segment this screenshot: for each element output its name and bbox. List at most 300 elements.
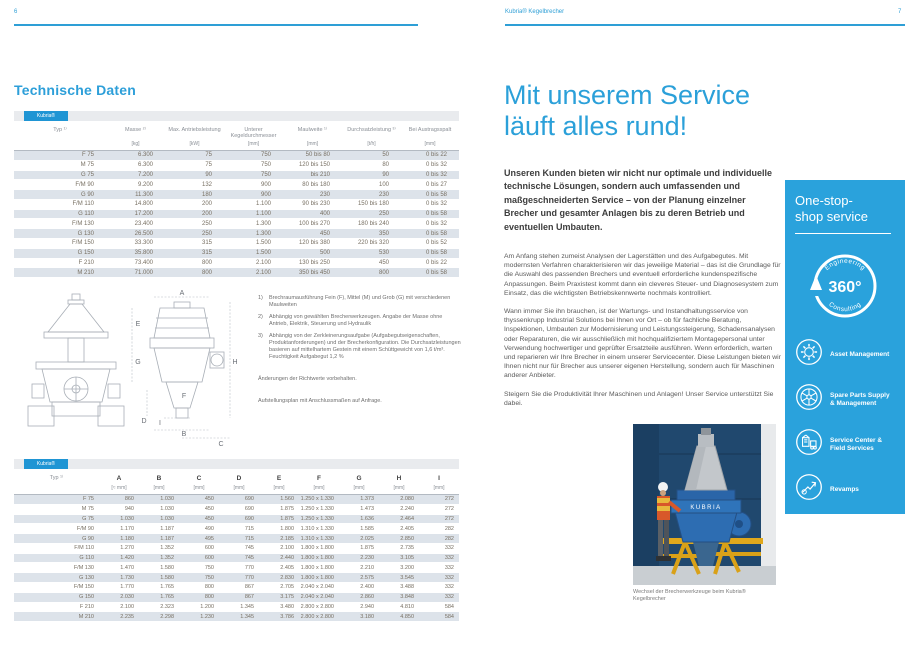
table-cell: 2.575 bbox=[360, 574, 374, 581]
table-cell: G 150 bbox=[79, 594, 94, 601]
table-cell: 1.770 bbox=[120, 584, 134, 591]
table-cell: 1.250 x 1.330 bbox=[300, 515, 334, 522]
table-cell: 272 bbox=[444, 496, 454, 503]
table-cell: 33.300 bbox=[134, 240, 153, 247]
table-cell: 80 bis 180 bbox=[302, 181, 330, 188]
table-cell: 2.464 bbox=[400, 515, 414, 522]
table-cell: F/M 90 bbox=[76, 525, 94, 532]
table-cell: 1.300 bbox=[255, 230, 271, 237]
table-cell: 2.400 bbox=[360, 584, 374, 591]
sidebar-item-service-center bbox=[795, 428, 895, 461]
footnotes bbox=[258, 295, 462, 405]
table-cell: 450 bbox=[319, 230, 330, 237]
table-cell: 1.187 bbox=[160, 535, 174, 542]
paragraph-3: Steigern Sie die Produktivität Ihrer Maschinen und Anlagen! Unser Service unterstützt Sie dabei. bbox=[504, 390, 774, 407]
table-cell: 1.345 bbox=[240, 603, 254, 610]
table-cell: 35.800 bbox=[134, 250, 153, 257]
table-row bbox=[14, 268, 459, 278]
table-cell: 1.800 x 1.800 bbox=[300, 545, 334, 552]
table-cell: 600 bbox=[204, 555, 214, 562]
table-cell: M 210 bbox=[78, 613, 94, 620]
table-cell: 1.800 x 1.800 bbox=[300, 555, 334, 562]
sidebar-divider bbox=[795, 233, 891, 234]
table-cell: F/M 90 bbox=[75, 181, 94, 188]
table-cell: 120 bis 150 bbox=[298, 162, 330, 169]
dim-label-a: A bbox=[179, 290, 185, 297]
crusher-dimension-drawing bbox=[14, 290, 246, 456]
circle-text-consulting: Consulting bbox=[827, 301, 863, 314]
table-cell: 23.400 bbox=[134, 220, 153, 227]
spare-parts-icon bbox=[795, 383, 823, 416]
table-row bbox=[14, 583, 459, 593]
table-cell: 1.730 bbox=[120, 574, 134, 581]
table-cell: 0 bis 32 bbox=[425, 201, 447, 208]
table-cell: 715 bbox=[244, 535, 254, 542]
photo-caption: Wechsel der Brecherwerkzeuge beim Kubria® Kegelbrecher bbox=[633, 589, 746, 602]
table-cell: 2.405 bbox=[280, 564, 294, 571]
table-cell: 2.100 bbox=[280, 545, 294, 552]
table-row bbox=[14, 592, 459, 602]
table-cell: 2.830 bbox=[280, 574, 294, 581]
table-cell: 1.636 bbox=[360, 515, 374, 522]
table-cell: 100 bbox=[378, 181, 389, 188]
footnote-2 bbox=[258, 314, 462, 328]
page-number-left: 6 bbox=[14, 9, 18, 15]
table-row bbox=[14, 209, 459, 219]
table-cell: 1.352 bbox=[160, 555, 174, 562]
table-cell: 272 bbox=[444, 506, 454, 513]
table-cell: 1.187 bbox=[160, 525, 174, 532]
table-cell: 400 bbox=[319, 211, 330, 218]
table-cell: 250 bbox=[201, 220, 212, 227]
revamps-icon bbox=[795, 473, 823, 506]
header-cell: E bbox=[276, 475, 282, 482]
table-cell: 900 bbox=[260, 181, 271, 188]
table-cell: 230 bbox=[319, 191, 330, 198]
table-cell: G 75 bbox=[80, 171, 94, 178]
header-cell: [≈ mm] bbox=[99, 483, 139, 495]
dimensions-table bbox=[14, 459, 459, 622]
page-header-right: Kubria® Kegelbrecher bbox=[505, 9, 565, 15]
dim-label-b: B bbox=[181, 431, 187, 438]
table-cell: 1.585 bbox=[360, 525, 374, 532]
table-cell: 1.310 x 1.330 bbox=[300, 535, 334, 542]
table-cell: 4.810 bbox=[400, 603, 414, 610]
table-cell: 1.875 bbox=[360, 545, 374, 552]
table-cell: 584 bbox=[444, 603, 454, 610]
table-row bbox=[14, 160, 459, 170]
table-cell: 2.323 bbox=[160, 603, 174, 610]
sidebar-title-line-2: shop service bbox=[795, 209, 868, 224]
table-row bbox=[14, 543, 459, 553]
table-cell: 690 bbox=[244, 506, 254, 513]
table-cell: G 130 bbox=[79, 574, 94, 581]
table-row bbox=[14, 602, 459, 612]
table-cell: 3.848 bbox=[400, 594, 414, 601]
note-aufstellungsplan: Aufstellungsplan mit Anschlussmaßen auf Anfrage. bbox=[258, 398, 382, 404]
header-cell: [kg] bbox=[106, 139, 165, 151]
header-rule-right bbox=[505, 24, 905, 26]
table1-brand-tab: Kubria® bbox=[24, 111, 68, 121]
table-cell: 1.765 bbox=[160, 584, 174, 591]
table-cell: 150 bis 180 bbox=[357, 201, 389, 208]
table-cell: 250 bbox=[201, 230, 212, 237]
table-cell: 2.405 bbox=[400, 525, 414, 532]
table-cell: 800 bbox=[201, 269, 212, 276]
table-cell: 332 bbox=[444, 545, 454, 552]
headline-line-2: läuft alles rund! bbox=[504, 111, 688, 141]
table-cell: 1.100 bbox=[255, 201, 271, 208]
table-cell: 282 bbox=[444, 535, 454, 542]
table-row bbox=[14, 524, 459, 534]
svg-text:Consulting bbox=[827, 301, 862, 313]
table-cell: 2.440 bbox=[280, 555, 294, 562]
table-cell: 332 bbox=[444, 555, 454, 562]
header-cell: Unterer Kegeldurchmesser bbox=[230, 127, 277, 139]
footnote-1 bbox=[258, 295, 462, 309]
table-cell: 100 bis 270 bbox=[298, 220, 330, 227]
dim-label-i: I bbox=[159, 420, 161, 427]
table-cell: 745 bbox=[244, 545, 254, 552]
sidebar-item-spare-parts bbox=[795, 383, 895, 416]
header-cell: [kW] bbox=[165, 139, 224, 151]
table-cell: 0 bis 27 bbox=[425, 181, 447, 188]
page-number-right: 7 bbox=[898, 9, 902, 15]
header-cell: D bbox=[236, 475, 242, 482]
table-cell: 1.030 bbox=[160, 506, 174, 513]
table-cell: 315 bbox=[201, 240, 212, 247]
table-cell: 14.800 bbox=[134, 201, 153, 208]
table-cell: 0 bis 32 bbox=[425, 220, 447, 227]
table-cell: 2.298 bbox=[160, 613, 174, 620]
table-cell: 332 bbox=[444, 574, 454, 581]
header-cell: Durchsatzleistung ³⁾ bbox=[347, 127, 396, 133]
table-row bbox=[14, 534, 459, 544]
sidebar-item-label: Spare Parts Supply & Management bbox=[830, 391, 890, 407]
table-cell: 1.030 bbox=[120, 515, 134, 522]
footnote-text: Abhängig von der Zerkleinerungsaufgabe (Aufgabegutseigenschaften, Produktanforderungen) und der Brecherkonfiguration. Die Durchsatzleistungen basieren auf mittelhartem Gestein mit einem Schüttgewicht von 1,6 t/m³. Feuchtigkeit Aufgabegut 1,2 % bbox=[269, 333, 461, 360]
dim-label-c: C bbox=[218, 441, 224, 448]
table-cell: 867 bbox=[244, 584, 254, 591]
table-cell: 2.100 bbox=[255, 269, 271, 276]
sidebar-title-line-1: One-stop- bbox=[795, 193, 853, 208]
table-cell: 90 bbox=[382, 171, 389, 178]
dim-label-h: H bbox=[232, 359, 238, 366]
header-cell: [mm] bbox=[224, 139, 283, 151]
header-cell: G bbox=[356, 475, 362, 482]
table-cell: 3.786 bbox=[280, 613, 294, 620]
table-cell: 130 bis 250 bbox=[298, 259, 330, 266]
table-cell: 1.800 x 1.800 bbox=[300, 564, 334, 571]
table-row bbox=[14, 504, 459, 514]
table-cell: 1.310 x 1.330 bbox=[300, 525, 334, 532]
table-row bbox=[14, 258, 459, 268]
table-row bbox=[14, 239, 459, 249]
table-cell: 3.488 bbox=[400, 584, 414, 591]
header-cell: [mm] bbox=[299, 483, 339, 495]
table-cell: G 90 bbox=[80, 191, 94, 198]
footnote-text: Brechraumausführung Fein (F), Mittel (M) und Grob (G) mit verschiedenen Maulweiten bbox=[269, 295, 451, 308]
table-cell: 2.030 bbox=[120, 594, 134, 601]
header-cell bbox=[14, 483, 99, 495]
table-cell: 2.210 bbox=[360, 564, 374, 571]
table-cell: 3.180 bbox=[360, 613, 374, 620]
table-cell: F/M 150 bbox=[73, 584, 94, 591]
table-cell: 690 bbox=[244, 515, 254, 522]
table-cell: 75 bbox=[205, 152, 212, 159]
table-cell: F/M 130 bbox=[73, 564, 94, 571]
note-richtwerte: Änderungen der Richtwerte vorbehalten. bbox=[258, 376, 357, 382]
table-cell: 1.875 bbox=[280, 515, 294, 522]
table-cell: 530 bbox=[378, 250, 389, 257]
table-cell: 6.300 bbox=[137, 152, 153, 159]
table-cell: 17.200 bbox=[134, 211, 153, 218]
table-cell: 750 bbox=[260, 162, 271, 169]
table-cell: 71.000 bbox=[134, 269, 153, 276]
table-cell: 500 bbox=[319, 250, 330, 257]
table-row bbox=[14, 573, 459, 583]
table-cell: F/M 150 bbox=[71, 240, 94, 247]
table-cell: 180 bbox=[201, 191, 212, 198]
circle-text-engineering: Engineering bbox=[823, 257, 867, 272]
table-cell: 1.500 bbox=[255, 240, 271, 247]
table-row bbox=[14, 514, 459, 524]
service-sidebar bbox=[785, 180, 905, 514]
table-cell: 0 bis 32 bbox=[425, 162, 447, 169]
header-cell: [mm] bbox=[401, 139, 459, 151]
table-cell: 1.580 bbox=[160, 574, 174, 581]
table-cell: 940 bbox=[124, 506, 134, 513]
table2-units-row bbox=[14, 483, 459, 495]
table-cell: 120 bis 380 bbox=[298, 240, 330, 247]
table-row bbox=[14, 219, 459, 229]
table-cell: 230 bbox=[378, 191, 389, 198]
table-cell: 272 bbox=[444, 515, 454, 522]
table-cell: 7.200 bbox=[137, 171, 153, 178]
header-cell: [mm] bbox=[179, 483, 219, 495]
table-cell: 250 bbox=[378, 211, 389, 218]
table-cell: 750 bbox=[260, 171, 271, 178]
table-cell: 750 bbox=[260, 152, 271, 159]
sidebar-service-list bbox=[795, 338, 895, 506]
headline-line-1: Mit unserem Service bbox=[504, 80, 751, 110]
table-cell: 2.940 bbox=[360, 603, 374, 610]
table-cell: 770 bbox=[244, 574, 254, 581]
sidebar-item-asset-management bbox=[795, 338, 895, 371]
table-cell: 2.235 bbox=[120, 613, 134, 620]
table2-body bbox=[14, 495, 459, 622]
table-cell: 1.200 bbox=[200, 603, 214, 610]
table-cell: F 75 bbox=[82, 496, 94, 503]
table-cell: 0 bis 22 bbox=[425, 259, 447, 266]
lead-paragraph: Unseren Kunden bieten wir nicht nur optimale und individuelle technische Lösungen, sondern auch umfassenden und maßgeschneiderten Service – von der Planung einzelner Brecher und gesamter Anlagen bis zu deren Betrieb und eventuellen Umbauten. bbox=[504, 168, 773, 232]
table-cell: G 75 bbox=[82, 515, 94, 522]
table-row bbox=[14, 170, 459, 180]
table-cell: 90 bbox=[205, 171, 212, 178]
table-cell: G 150 bbox=[77, 250, 94, 257]
table2-column-headers bbox=[14, 472, 459, 483]
crusher-photo bbox=[633, 424, 776, 585]
header-cell: [mm] bbox=[419, 483, 459, 495]
table-cell: 1.580 bbox=[160, 564, 174, 571]
table-cell: 1.300 bbox=[255, 220, 271, 227]
table-cell: 0 bis 58 bbox=[425, 230, 447, 237]
table-cell: 80 bbox=[382, 162, 389, 169]
table-row bbox=[14, 229, 459, 239]
table-cell: 584 bbox=[444, 613, 454, 620]
table-cell: 3.175 bbox=[280, 594, 294, 601]
table-cell: 0 bis 22 bbox=[425, 152, 447, 159]
service-center-icon bbox=[795, 428, 823, 461]
table-cell: 2.080 bbox=[400, 496, 414, 503]
dim-label-e: E bbox=[135, 321, 141, 328]
table-cell: 0 bis 58 bbox=[425, 191, 447, 198]
table-cell: 6.300 bbox=[137, 162, 153, 169]
table-cell: 11.300 bbox=[135, 191, 153, 198]
table-cell: 0 bis 58 bbox=[425, 269, 447, 276]
dim-label-f: F bbox=[181, 393, 187, 400]
machine-nameplate: KUBRIA bbox=[690, 505, 722, 511]
table-row bbox=[14, 612, 459, 622]
table-cell: 1.030 bbox=[160, 515, 174, 522]
table-cell: F 75 bbox=[81, 152, 94, 159]
dim-label-d: D bbox=[141, 418, 147, 425]
footnote-3 bbox=[258, 333, 462, 361]
table-cell: 332 bbox=[444, 584, 454, 591]
table-cell: 282 bbox=[444, 525, 454, 532]
table-cell: 750 bbox=[204, 574, 214, 581]
header-cell: [mm] bbox=[283, 139, 342, 151]
table-cell: 1.345 bbox=[240, 613, 254, 620]
footnote-marker: 3) bbox=[258, 333, 263, 339]
table-cell: 1.470 bbox=[120, 564, 134, 571]
table-cell: 690 bbox=[244, 496, 254, 503]
header-cell: Maulweite ¹⁾ bbox=[297, 127, 328, 133]
body-text bbox=[504, 252, 782, 417]
table-cell: 1.473 bbox=[360, 506, 374, 513]
table-cell: 2.185 bbox=[280, 535, 294, 542]
table-cell: 132 bbox=[201, 181, 212, 188]
gear-icon bbox=[795, 338, 823, 371]
table1-column-headers bbox=[14, 124, 459, 139]
table-cell: 3.200 bbox=[400, 564, 414, 571]
table-cell: 867 bbox=[244, 594, 254, 601]
table-cell: 73.400 bbox=[134, 259, 153, 266]
technical-data-table bbox=[14, 111, 459, 278]
table-cell: 750 bbox=[204, 564, 214, 571]
table-cell: 75 bbox=[205, 162, 212, 169]
table-cell: 2.230 bbox=[360, 555, 374, 562]
table-row bbox=[14, 190, 459, 200]
table-cell: G 130 bbox=[77, 230, 94, 237]
section-title: Technische Daten bbox=[14, 82, 136, 98]
table1-header-band bbox=[14, 111, 459, 121]
table-cell: 350 bbox=[378, 230, 389, 237]
table-cell: 90 bis 230 bbox=[302, 201, 330, 208]
table-row bbox=[14, 553, 459, 563]
table-cell: 1.250 x 1.330 bbox=[300, 496, 334, 503]
table1-body bbox=[14, 151, 459, 278]
table-cell: 2.240 bbox=[400, 506, 414, 513]
sidebar-item-label: Service Center & Field Services bbox=[830, 436, 883, 452]
footnote-text: Abhängig von gewählten Brecherwerkzeugen. Angabe der Masse ohne Antrieb, Elektrik, Steuerung und Hydraulik bbox=[269, 314, 443, 327]
table-cell: F/M 110 bbox=[72, 201, 94, 208]
table-cell: M 210 bbox=[77, 269, 94, 276]
table-cell: 9.200 bbox=[137, 181, 153, 188]
table-cell: 2.040 x 2.040 bbox=[300, 594, 334, 601]
table-cell: 800 bbox=[378, 269, 389, 276]
table-cell: 332 bbox=[444, 564, 454, 571]
footnote-marker: 2) bbox=[258, 314, 263, 320]
table-cell: 350 bis 450 bbox=[298, 269, 330, 276]
table-cell: 1.875 bbox=[280, 506, 294, 513]
table-cell: 745 bbox=[244, 555, 254, 562]
table-cell: 2.860 bbox=[360, 594, 374, 601]
table-cell: 1.250 x 1.330 bbox=[300, 506, 334, 513]
table-cell: 200 bbox=[201, 211, 212, 218]
footnote-marker: 1) bbox=[258, 295, 263, 301]
table-cell: 26.500 bbox=[134, 230, 153, 237]
paragraph-1: Am Anfang stehen zumeist Analysen der Lagerstätten und des Aufgabegutes. Mit modernsten Verfahren charakterisieren wir das jeweilige Material – das ist die Grundlage für die Auswahl des passenden Brechers und eventuell erforderliche kundenspezifische Anpassungen. Beim Praxistest kommt dann ein cleveres Steuer- und Diagnosesystem zum Einsatz, das die wichtigsten Betriebskennwerte nochmals kontrolliert. bbox=[504, 253, 781, 297]
service-360-icon bbox=[803, 242, 887, 326]
header-cell: A bbox=[116, 475, 122, 482]
table-cell: 1.352 bbox=[160, 545, 174, 552]
header-cell: Typ ¹⁾ bbox=[49, 475, 64, 481]
table1-units-row bbox=[14, 139, 459, 151]
table-cell: 900 bbox=[260, 191, 271, 198]
table-cell: 3.480 bbox=[280, 603, 294, 610]
table-cell: 2.040 x 2.040 bbox=[300, 584, 334, 591]
header-cell: [mm] bbox=[219, 483, 259, 495]
table-cell: 495 bbox=[204, 535, 214, 542]
table-cell: G 110 bbox=[78, 211, 94, 218]
table-cell: 715 bbox=[244, 525, 254, 532]
table-cell: 800 bbox=[204, 584, 214, 591]
sidebar-item-label: Revamps bbox=[830, 485, 859, 493]
table-cell: 2.705 bbox=[280, 584, 294, 591]
table-cell: 220 bis 320 bbox=[357, 240, 389, 247]
table-cell: 1.170 bbox=[120, 525, 134, 532]
paragraph-2: Wann immer Sie ihn brauchen, ist der Wartungs- und Instandhaltungsservice von thyssenkrupp Industrial Solutions bei Ihnen vor Ort – ob für fachliche Beratung, Inspektionen, Umbauten zur Modernisierung und Leistungssteigerung, Schadensanalysen oder Reparaturen, die wir ausschließlich mit hochqualifiziertem Montagepersonal unter Verwendung hochwertiger und geprüfter Ersatzteile ausführen. Wenn erforderlich, warten und reparieren wir Ihre Brecher in einem unserer Servicecenter. Diese Leistungen bieten wir Ihnen nicht nur für Brecher aus unserer eigenen Herstellung, sondern auch für Maschinen anderer Anbieter. bbox=[504, 308, 781, 380]
table-cell: M 75 bbox=[81, 506, 94, 513]
table-cell: 315 bbox=[201, 250, 212, 257]
table-cell: 200 bbox=[201, 201, 212, 208]
header-cell: [mm] bbox=[339, 483, 379, 495]
header-cell: B bbox=[156, 475, 162, 482]
header-cell: [mm] bbox=[139, 483, 179, 495]
table2-brand-tab: Kubria® bbox=[24, 459, 68, 469]
table-cell: 2.100 bbox=[120, 603, 134, 610]
table-cell: 1.560 bbox=[280, 496, 294, 503]
header-cell: F bbox=[317, 475, 321, 482]
header-cell: [mm] bbox=[259, 483, 299, 495]
table-cell: 1.765 bbox=[160, 594, 174, 601]
table-cell: 450 bbox=[204, 515, 214, 522]
table2-header-band bbox=[14, 459, 459, 469]
header-cell bbox=[14, 139, 106, 151]
table-cell: F 210 bbox=[78, 259, 94, 266]
table-cell: 180 bis 240 bbox=[357, 220, 389, 227]
table-cell: 450 bbox=[204, 506, 214, 513]
header-cell: C bbox=[196, 475, 202, 482]
table-cell: 4.850 bbox=[400, 613, 414, 620]
table-row bbox=[14, 495, 459, 505]
table-cell: 770 bbox=[244, 564, 254, 571]
table-cell: F 210 bbox=[79, 603, 94, 610]
table-cell: G 90 bbox=[82, 535, 94, 542]
sidebar-item-label: Asset Management bbox=[830, 350, 890, 358]
table-cell: 2.025 bbox=[360, 535, 374, 542]
